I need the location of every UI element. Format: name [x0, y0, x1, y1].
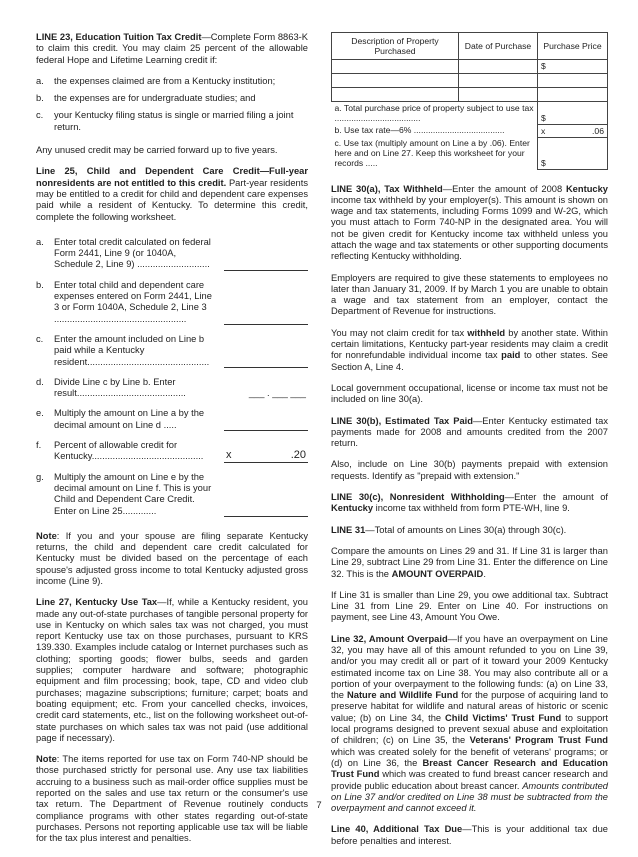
- right-column: [331, 32, 608, 857]
- line25-paragraph: Line 25, Child and Dependent Care Credit—Full-year nonresidents are not entitled to this credit. Part-year residents may be entitled to a credit for child and dependent care expenses paid while a resident of Kentucky. To determine this credit, complete the following worksheet.: [36, 166, 309, 222]
- line23-title: LINE 23, Education Tuition Tax Credit: [36, 32, 202, 42]
- line27-paragraph: Line 27, Kentucky Use Tax—If, while a Kentucky resident, you made any out-of-state purchases of tangible personal property for use in Kentucky on which sales tax was not charged, you must report Kentucky use tax on those purchases, pursuant to KRS 139.330. Examples include catalog or Internet purchases such as clothing; sporting goods; flower bulbs, seeds and garden supplies; computer hardware and software; photographic equipment and film processing; book, tape, CD and video club purchases; magazine subscriptions; furniture; carpet; boats and boating equipment; etc. From your cancelled checks, invoices, credit card statements, etc., list on the following worksheet out-of-state purchases on which sales tax was not paid (use additional page if necessary).: [36, 597, 308, 743]
- local-tax-paragraph: Local government occupational, license or income tax must not be included on line 30(a).: [331, 382, 608, 405]
- list-item: a. the expenses claimed are from a Kentucky institution;: [36, 75, 276, 86]
- worksheet-answer-f: x .20: [224, 440, 308, 463]
- table-row: [332, 88, 608, 102]
- list-item: b. the expenses are for undergraduate studies; and: [36, 93, 256, 104]
- note-paragraph: Note: If you and your spouse are filing separate Kentucky returns, the child and dependent care credit calculated for Kentucky must be divided based on the percentage of each spouse's adjusted gross income to total Kentucky adjusted gross income (Line 9).: [36, 530, 308, 586]
- worksheet-answer-g[interactable]: [224, 472, 308, 517]
- worksheet-answer-a[interactable]: [224, 237, 308, 271]
- line32-paragraph: Line 32, Amount Overpaid—If you have an overpayment on Line 32, you may have all of this amount refunded to you on Line 39, and/or you may credit all or part of it toward your 2009 Kentucky estimated income tax on Line 38. You may also contribute all or a portion of your overpayment to the following funds: (a) on Line 33, the Nature and Wildlife Fund for the purpose of acquiring land to preserve habitat for wildlife and natural areas of historic or scenic value; (b) on Line 34, the Child Victims' Trust Fund to support local programs designed to prevent sexual abuse and exploitation of children; (c) on Line 35, the Veterans' Program Trust Fund which was created solely for the benefit of veterans' programs; or (d) on Line 36, the Breast Cancer Research and Education Trust Fund which was created to fund breast cancer research and provide public education about breast cancer. Amounts contributed on Line 37 and/or credited on Line 38 must be subtracted from the overpayment and cannot exceed it.: [331, 633, 609, 814]
- compare-paragraph: Compare the amounts on Lines 29 and 31. If Line 31 is larger than Line 29, subtract Line 29 from Line 31. Enter the difference on Line 32. This is the AMOUNT OVERPAID.: [331, 545, 608, 579]
- header-description: Description of Property Purchased: [332, 33, 459, 60]
- worksheet-row-f: f. Percent of allowable credit for Kentucky........................................... x .20: [36, 440, 306, 462]
- table-row: [332, 74, 608, 88]
- line30a-title: LINE 30(a), Tax Withheld: [331, 183, 443, 194]
- table-row-total: a. Total purchase price of property subject to use tax .................................... $: [332, 102, 608, 125]
- line30c-paragraph: LINE 30(c), Nonresident Withholding—Enter the amount of Kentucky income tax withheld from form PTE-WH, line 9.: [331, 492, 608, 514]
- worksheet-answer-b[interactable]: [224, 280, 308, 325]
- owe-paragraph: If Line 31 is smaller than Line 29, you owe additional tax. Subtract Line 31 from Line 29. Enter on Line 40. For instructions on payment, see Line 43, Amount You Owe.: [331, 589, 608, 623]
- worksheet-row-c: c. Enter the amount included on Line b paid while a Kentucky resident...............................................: [36, 334, 308, 368]
- worksheet-answer-c[interactable]: [224, 334, 308, 368]
- employers-paragraph: Employers are required to give these statements to employees no later than January 31, 2009. If by March 1 you are unable to obtain a wage and tax statement from an employer, contact the Department of Revenue for instructions.: [331, 272, 608, 317]
- table-row-rate: b. Use tax rate—6% ...................................... x .06: [332, 124, 608, 137]
- header-price: Purchase Price: [538, 33, 608, 60]
- table-row-tax: c. Use tax (multiply amount on Line a by .06). Enter here and on Line 27. Keep this worksheet for your records ..... $: [332, 137, 608, 169]
- worksheet-answer-d[interactable]: ___ . ___ ___: [248, 388, 306, 399]
- table-row: $: [332, 60, 608, 74]
- line30c-title: LINE 30(c), Nonresident Withholding: [331, 492, 505, 503]
- line31-paragraph: LINE 31—Total of amounts on Lines 30(a) through 30(c).: [331, 524, 567, 535]
- line23-carry: Any unused credit may be carried forward up to five years.: [36, 145, 278, 156]
- line23-paragraph: LINE 23, Education Tuition Tax Credit—Complete Form 8863-K to claim this credit. You may claim 25 percent of the allowable federal Hope and Lifetime Learning credit if:: [36, 32, 308, 65]
- line27-title: Line 27, Kentucky Use Tax: [36, 597, 158, 608]
- line31-title: LINE 31: [331, 524, 366, 535]
- worksheet-row-g: g. Multiply the amount on Line e by the decimal amount on Line f. This is your Child and Dependent Care Credit. Enter on Line 25.............: [36, 472, 308, 517]
- line30b-paragraph: LINE 30(b), Estimated Tax Paid—Enter Kentucky estimated tax payments made for 2008 and amounts credited from the 2007 return.: [331, 415, 608, 449]
- worksheet-row-d: d. Divide Line c by Line b. Enter result.......................................... ___ . ___ ___: [36, 376, 306, 399]
- use-tax-worksheet-table: [331, 32, 608, 170]
- line40-title: Line 40, Additional Tax Due: [331, 824, 463, 835]
- extension-paragraph: Also, include on Line 30(b) payments prepaid with extension requests. Identify as "prepaid with extension.": [331, 459, 608, 481]
- line25-title: Line 25, Child and Dependent Care Credit—Full-year nonresidents are not entitled to this credit.: [36, 166, 308, 188]
- line40-paragraph: Line 40, Additional Tax Due—This is your additional tax due before penalties and interest.: [331, 824, 608, 846]
- other-state-paragraph: You may not claim credit for tax withheld by another state. Within certain limitations, Kentucky part-year residents may claim a credit for nonrefundable individual income tax paid to other states. See Section A, Line 4.: [331, 327, 609, 372]
- childcare-worksheet: [36, 237, 308, 517]
- list-item: c. your Kentucky filing status is single or married filing a joint return.: [36, 110, 294, 132]
- worksheet-row-e: e. Multiply the amount on Line a by the decimal amount on Line d .....: [36, 408, 308, 431]
- header-date: Date of Purchase: [459, 33, 538, 60]
- worksheet-row-b: b. Enter total child and dependent care expenses entered on Form 2441, Line 3 or Form 1040A, Schedule 2, Line 3 ...................................................: [36, 280, 308, 325]
- left-column: [36, 32, 308, 855]
- table-header-row: [332, 33, 608, 60]
- line30a-paragraph: LINE 30(a), Tax Withheld—Enter the amount of 2008 Kentucky income tax withheld by your employer(s). This amount is shown on wage and tax statements, including Forms 1099 and W-2G, which you must attach to Form 740-NP in the designated area. You will not be given credit for Kentucky income tax withheld unless you attach the wage and tax statements or other supporting documents reflecting Kentucky withholding.: [331, 183, 608, 262]
- worksheet-row-a: a. Enter total credit calculated on federal Form 2441, Line 9 (or 1040A, Schedule 2, Line 9) ............................: [36, 237, 308, 271]
- line32-title: Line 32, Amount Overpaid: [331, 633, 448, 644]
- worksheet-answer-e[interactable]: [224, 408, 308, 431]
- page-number: 7: [316, 800, 322, 811]
- line30b-title: LINE 30(b), Estimated Tax Paid: [331, 415, 473, 426]
- note2-paragraph: Note: The items reported for use tax on Form 740-NP should be those purchased strictly for personal use. Any use tax liabilities accruing to a business such as mail-order office supplies must be reported on the sales and use tax return or the consumer's use tax return. The Department of Revenue routinely conducts compliance programs with other states regarding out-of-state purchases. Persons not reporting applicable use tax will be liable for the tax plus interest and penalties.: [36, 754, 308, 844]
